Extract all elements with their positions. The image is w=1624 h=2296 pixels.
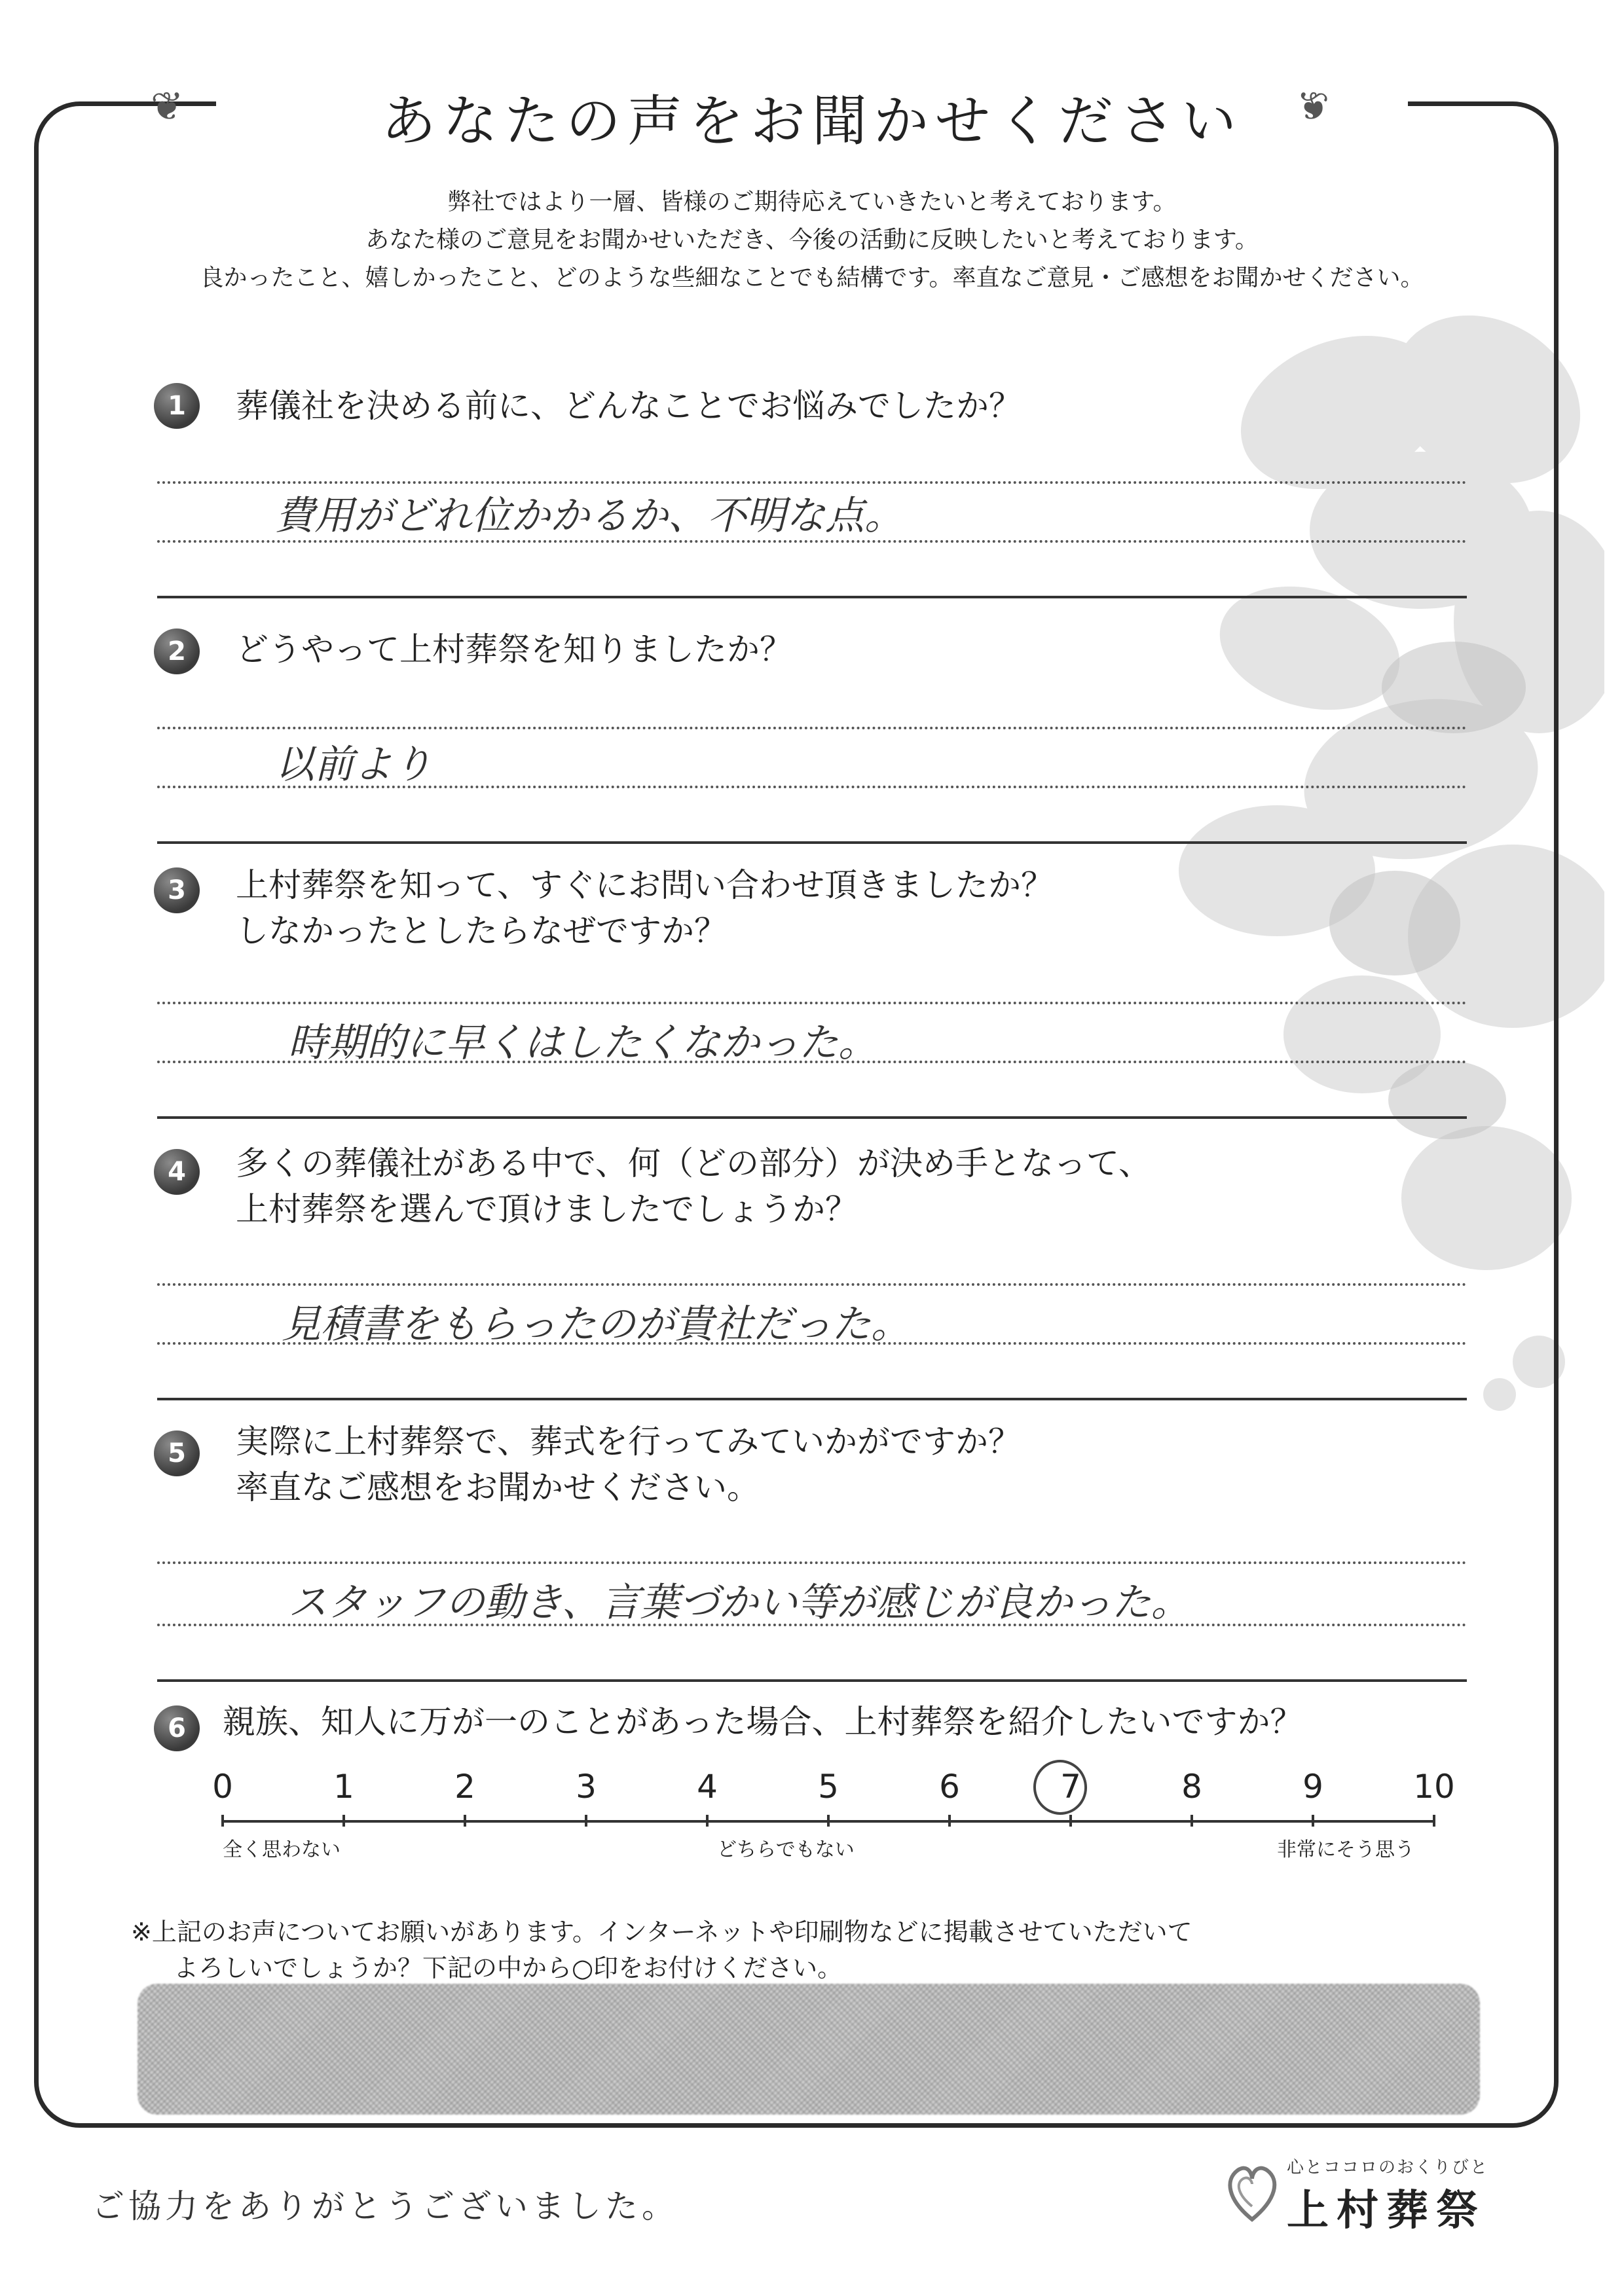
section-divider xyxy=(157,1398,1467,1400)
scale-tick-4 xyxy=(706,1815,709,1827)
scale-label-9: 9 xyxy=(1302,1768,1323,1806)
right-flourish-icon: ❦ xyxy=(1297,84,1330,130)
intro-line-2: あなた様のご意見をお聞かせいただき、今後の活動に反映したいと考えております。 xyxy=(365,227,1259,253)
intro-line-3: 良かったこと、嬉しかったこと、どのような些細なことでも結構です。率直なご意見・ご感想をお聞かせください。 xyxy=(200,264,1424,291)
question-number-2: 2 xyxy=(154,629,200,674)
answer-line xyxy=(157,1061,1467,1063)
scale-tick-3 xyxy=(585,1815,587,1827)
redacted-area xyxy=(138,1984,1480,2115)
scale-label-1: 1 xyxy=(333,1768,354,1806)
scale-label-0: 0 xyxy=(212,1768,233,1806)
question-5-text-line-2: 率直なご感想をお聞かせください。 xyxy=(236,1468,760,1506)
scale-label-5: 5 xyxy=(818,1768,839,1806)
question-3-text-line-1: 上村葬祭を知って、すぐにお問い合わせ頂きましたか？ xyxy=(236,866,1054,904)
answer-line xyxy=(157,1283,1467,1286)
question-4-text-line-2: 上村葬祭を選んで頂けましたでしょうか？ xyxy=(236,1190,858,1228)
scale-tick-10 xyxy=(1433,1815,1435,1827)
section-divider xyxy=(157,1116,1467,1119)
scale-label-6: 6 xyxy=(939,1768,960,1806)
question-number-3: 3 xyxy=(154,867,200,913)
question-number-6: 6 xyxy=(154,1705,200,1751)
answer-line xyxy=(157,727,1467,729)
answer-3: 時期的に早くはしたくなかった。 xyxy=(288,1020,877,1066)
thanks-message: ご協力をありがとうございました。 xyxy=(92,2187,678,2225)
scale-tick-7 xyxy=(1069,1815,1072,1827)
question-number-1: 1 xyxy=(154,383,200,429)
scale-label-4: 4 xyxy=(697,1768,718,1806)
intro-line-1: 弊社ではより一層、皆様のご期待応えていきたいと考えております。 xyxy=(447,189,1177,215)
scale-label-2: 2 xyxy=(454,1768,475,1806)
answer-line xyxy=(157,540,1467,543)
section-divider xyxy=(157,841,1467,844)
scale-tick-2 xyxy=(464,1815,466,1827)
scale-label-7: 7 xyxy=(1060,1768,1081,1806)
scale-tick-8 xyxy=(1190,1815,1193,1827)
heart-logo-icon xyxy=(1221,2154,1283,2226)
answer-line xyxy=(157,1342,1467,1345)
section-divider xyxy=(157,596,1467,598)
answer-2: 以前より xyxy=(275,742,432,788)
answer-line xyxy=(157,1561,1467,1564)
answer-line xyxy=(157,1624,1467,1626)
scale-tick-5 xyxy=(827,1815,830,1827)
question-2-text: どうやって上村葬祭を知りましたか？ xyxy=(236,630,792,668)
brand-tagline: 心とココロのおくりびと xyxy=(1287,2158,1489,2178)
question-number-5: 5 xyxy=(154,1430,200,1476)
answer-5: スタッフの動き、言葉づかい等が感じが良かった。 xyxy=(288,1580,1190,1626)
section-divider xyxy=(157,1679,1467,1682)
question-4-text-line-1: 多くの葬儀社がある中で、何（どの部分）が決め手となって、 xyxy=(236,1144,1151,1182)
question-5-text-line-1: 実際に上村葬祭で、葬式を行ってみていかがですか？ xyxy=(236,1423,1021,1461)
scale-label-3: 3 xyxy=(576,1768,597,1806)
question-3-text-line-2: しなかったとしたらなぜですか？ xyxy=(236,912,727,950)
scale-note-middle: どちらでもない xyxy=(717,1838,855,1861)
scale-tick-9 xyxy=(1312,1815,1314,1827)
answer-line xyxy=(157,481,1467,484)
scale-note-right: 非常にそう思う xyxy=(1277,1838,1414,1861)
left-flourish-icon: ❦ xyxy=(151,84,184,130)
answer-line xyxy=(157,786,1467,788)
publication-note-line-1: ※上記のお声についてお願いがあります。インターネットや印刷物などに掲載させていただいて xyxy=(131,1918,1192,1946)
question-1-text: 葬儀社を決める前に、どんなことでお悩みでしたか？ xyxy=(236,387,1022,425)
page-title: あなたの声をお聞かせください xyxy=(380,89,1243,153)
scale-label-8: 8 xyxy=(1181,1768,1202,1806)
publication-note-line-2: よろしいでしょうか？下記の中から○印をお付けください。 xyxy=(174,1954,843,1982)
question-6-text: 親族、知人に万が一のことがあった場合、上村葬祭を紹介したいですか？ xyxy=(223,1703,1303,1741)
scale-note-left: 全く思わない xyxy=(223,1838,341,1861)
answer-line xyxy=(157,1002,1467,1004)
scale-tick-6 xyxy=(948,1815,951,1827)
scale-tick-0 xyxy=(221,1815,224,1827)
brand-name: 上村葬祭 xyxy=(1287,2187,1486,2235)
scale-tick-1 xyxy=(342,1815,345,1827)
scale-label-10: 10 xyxy=(1413,1768,1455,1806)
answer-1: 費用がどれ位かかるか、不明な点。 xyxy=(275,493,904,539)
question-number-4: 4 xyxy=(154,1149,200,1195)
answer-4: 見積書をもらったのが貴社だった。 xyxy=(282,1302,910,1347)
